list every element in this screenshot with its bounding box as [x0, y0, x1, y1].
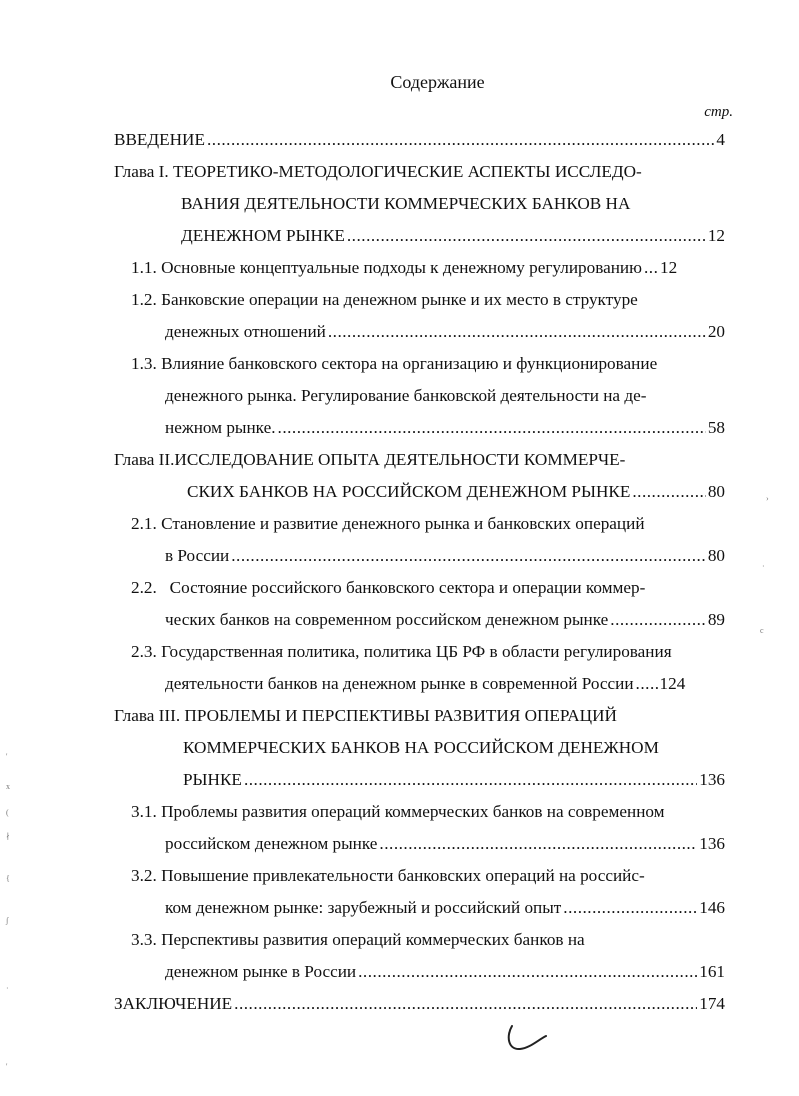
- scan-speck: ›: [766, 494, 769, 503]
- toc-section-2-1-line-1: 2.1. Становление и развитие денежного рынка и банковских операций: [131, 514, 645, 533]
- toc-page-number: 124: [659, 674, 686, 693]
- toc-chapter-3-line-3: [183, 768, 725, 792]
- toc-page-number: 80: [707, 482, 725, 501]
- toc-leader-dots: [231, 544, 706, 568]
- toc-leader-dots: [358, 960, 697, 984]
- toc-chapter-1-line-2: ВАНИЯ ДЕЯТЕЛЬНОСТИ КОММЕРЧЕСКИХ БАНКОВ НА: [181, 194, 631, 213]
- toc-entry-introduction: [114, 128, 725, 152]
- toc-page-number: 4: [716, 130, 725, 149]
- toc-chapter-3-line-2: КОММЕРЧЕСКИХ БАНКОВ НА РОССИЙСКОМ ДЕНЕЖНОМ: [183, 738, 659, 757]
- toc-leader-dots: [632, 480, 705, 504]
- toc-leader-dots: [207, 128, 714, 152]
- toc-leader-dots: [278, 416, 706, 440]
- toc-entry-text: ВВЕДЕНИЕ: [114, 130, 205, 149]
- scan-speck: ·: [6, 984, 9, 993]
- toc-chapter-1-line-1: Глава I. ТЕОРЕТИКО-МЕТОДОЛОГИЧЕСКИЕ АСПЕКТЫ ИССЛЕДО-: [114, 162, 642, 181]
- toc-entry-text: ческих банков на современном российском денежном рынке: [165, 610, 609, 629]
- toc-entry-text: ком денежном рынке: зарубежный и российский опыт: [165, 898, 562, 917]
- toc-section-3-1-line-1: 3.1. Проблемы развития операций коммерческих банков на современном: [131, 802, 665, 821]
- toc-page-number: 12: [659, 258, 678, 277]
- toc-section-2-2-line-1: 2.2. Состояние российского банковского сектора и операции коммер-: [131, 578, 646, 597]
- scan-speck: ': [6, 752, 8, 761]
- toc-section-3-3-line-1: 3.3. Перспективы развития операций коммерческих банков на: [131, 930, 585, 949]
- toc-chapter-2-line-2: [187, 480, 725, 504]
- toc-page-number: 161: [699, 962, 725, 981]
- toc-leader-dots: [610, 608, 706, 632]
- toc-page-number: 136: [699, 770, 725, 789]
- toc-entry-text: СКИХ БАНКОВ НА РОССИЙСКОМ ДЕНЕЖНОМ РЫНКЕ: [187, 482, 631, 501]
- toc-entry-text: российском денежном рынке: [165, 834, 378, 853]
- toc-section-3-3-line-2: [165, 960, 725, 984]
- toc-section-1-2-line-2: [165, 320, 725, 344]
- toc-entry-text: деятельности банков на денежном рынке в современной России: [165, 674, 634, 693]
- toc-section-3-1-line-2: [165, 832, 725, 856]
- toc-page-number: 136: [699, 834, 725, 853]
- scan-speck: (: [6, 808, 9, 817]
- toc-page-number: 146: [699, 898, 725, 917]
- toc-section-1-1: [131, 256, 725, 280]
- toc-section-2-2-line-2: [165, 608, 725, 632]
- toc-chapter-2-line-1: Глава II.ИССЛЕДОВАНИЕ ОПЫТА ДЕЯТЕЛЬНОСТИ КОММЕРЧЕ-: [114, 450, 626, 469]
- toc-section-3-2-line-1: 3.2. Повышение привлекательности банковских операций на российс-: [131, 866, 645, 885]
- toc-section-2-1-line-2: [165, 544, 725, 568]
- toc-entry-text: РЫНКЕ: [183, 770, 242, 789]
- toc-chapter-3-line-1: Глава III. ПРОБЛЕМЫ И ПЕРСПЕКТИВЫ РАЗВИТИЯ ОПЕРАЦИЙ: [114, 706, 617, 725]
- scan-speck: ': [6, 1062, 8, 1071]
- toc-leader-dots: [244, 768, 697, 792]
- toc-leader-dots: [379, 832, 697, 856]
- toc-section-2-3-line-1: 2.3. Государственная политика, политика ЦБ РФ в области регулирования: [131, 642, 672, 661]
- toc-entry-conclusion: [114, 992, 725, 1016]
- toc-leader-dots: [328, 320, 706, 344]
- scan-speck: ·: [762, 562, 765, 571]
- toc-section-1-3-line-1: 1.3. Влияние банковского сектора на организацию и функционирование: [131, 354, 658, 373]
- handwritten-mark: [502, 1022, 552, 1056]
- toc-entry-text: ДЕНЕЖНОМ РЫНКЕ: [181, 226, 345, 245]
- toc-leader-dots: [644, 256, 658, 280]
- toc-page-number: 20: [707, 322, 725, 341]
- toc-leader-dots: [636, 672, 658, 696]
- page-column-label: стр.: [704, 104, 733, 120]
- toc-page-number: 12: [707, 226, 725, 245]
- scan-speck: {: [6, 874, 10, 883]
- toc-entry-text: в России: [165, 546, 230, 565]
- toc-leader-dots: [234, 992, 697, 1016]
- toc-entry-text: 1.1. Основные концептуальные подходы к денежному регулированию: [131, 258, 642, 277]
- toc-entry-text: нежном рынке.: [165, 418, 276, 437]
- toc-chapter-1-line-3: [181, 224, 725, 248]
- toc-section-1-3-line-2: денежного рынка. Регулирование банковской деятельности на де-: [165, 386, 647, 405]
- toc-leader-dots: [347, 224, 706, 248]
- toc-page-number: 174: [699, 994, 725, 1013]
- toc-section-1-2-line-1: 1.2. Банковские операции на денежном рынке и их место в структуре: [131, 290, 638, 309]
- toc-entry-text: ЗАКЛЮЧЕНИЕ: [114, 994, 233, 1013]
- scan-speck: x: [6, 782, 10, 791]
- scan-speck: c: [760, 626, 764, 635]
- page-title: Содержание: [390, 72, 485, 92]
- scan-speck: ∤: [6, 832, 10, 841]
- scan-speck: ∫: [6, 916, 9, 925]
- toc-page-number: 80: [707, 546, 725, 565]
- toc-section-1-3-line-3: [165, 416, 725, 440]
- toc-page-number: 58: [707, 418, 725, 437]
- toc-leader-dots: [563, 896, 697, 920]
- toc-section-3-2-line-2: [165, 896, 725, 920]
- toc-page-number: 89: [707, 610, 725, 629]
- toc-section-2-3-line-2: [165, 672, 725, 696]
- toc-entry-text: денежном рынке в России: [165, 962, 357, 981]
- toc-entry-text: денежных отношений: [165, 322, 326, 341]
